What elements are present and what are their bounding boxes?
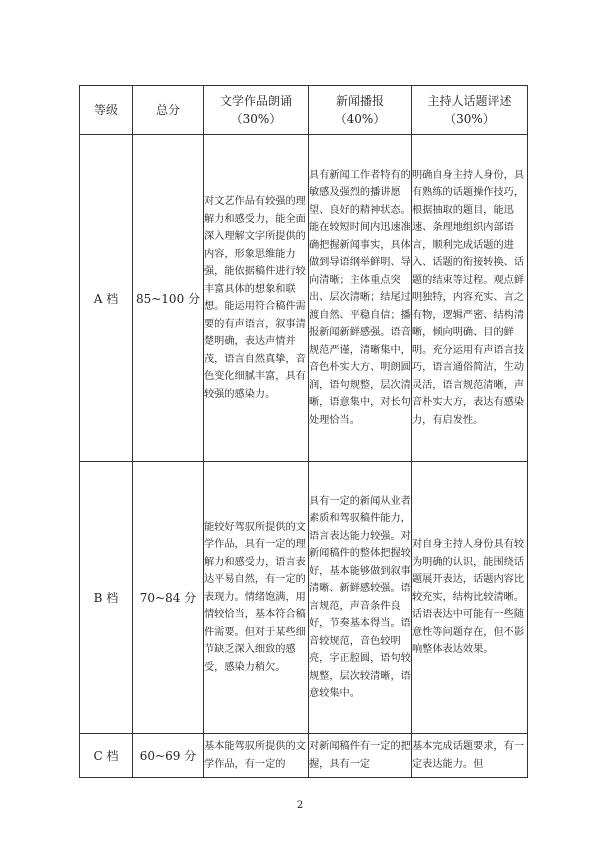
table-header-row <box>80 86 528 135</box>
score-range: 70~84 分 <box>133 462 204 734</box>
grade-label: A 档 <box>80 135 133 462</box>
literature-criteria: 能较好驾驭所提供的文学作品，具有一定的理解力和感受力，语言表达平易自然，有一定的表现力。情绪饱满，用情较恰当，基本符合稿件需要。但对于某些细节缺乏深入细致的感受，感染力稍欠。 <box>204 462 309 734</box>
grade-label: B 档 <box>80 462 133 734</box>
literature-criteria: 对文艺作品有较强的理解力和感受力，能全面深入理解文字所提供的内容，形象思维能力强，能依据稿件进行较丰富具体的想象和联想。能运用符合稿件需要的有声语言，叙事清楚明确，表达声情并茂，语言自然真挚，音色变化细腻丰富，具有较强的感染力。 <box>204 135 309 462</box>
header-news-broadcast <box>309 86 412 135</box>
table-row-a <box>80 135 528 462</box>
header-total-score <box>133 86 204 135</box>
header-weight: （40%） <box>334 112 386 126</box>
header-literature-recitation <box>204 86 309 135</box>
header-grade <box>80 86 133 135</box>
header-weight: （30%） <box>230 112 282 126</box>
news-criteria: 具有新闻工作者特有的敏感及强烈的播讲愿望、良好的精神状态。能在较短时间内迅速准确把握新闻事实，具体做到导语纲举鲜明、导向清晰；主体重点突出、层次清晰；结尾过渡自然、平稳自信；播报新闻新鲜感强。语音规范严谨，清晰集中，音色朴实大方、明朗圆润，语句规整，层次清晰，语意集中，对长句处理恰当。 <box>309 135 412 462</box>
header-weight: （30%） <box>444 112 495 126</box>
host-criteria: 基本完成话题要求，有一定表达能力。但 <box>412 734 528 778</box>
header-title: 新闻播报 <box>335 94 384 108</box>
header-title: 主持人话题评述 <box>427 94 512 108</box>
header-host-commentary <box>412 86 528 135</box>
table-row-b <box>80 462 528 734</box>
page-number: 2 <box>296 800 304 811</box>
header-title: 文学作品朗诵 <box>219 94 292 108</box>
score-range: 85~100 分 <box>133 135 204 462</box>
news-criteria: 具有一定的新闻从业者素质和驾驭稿件能力，语言表达能力较强。对新闻稿件的整体把握较好，基本能够做到叙事清晰、新鲜感较强。语言规范，声音条件良好，节奏基本得当。语音较规范，音色较明亮，字正腔圆，语句较规整，层次较清晰，语意较集中。 <box>309 462 412 734</box>
news-criteria: 对新闻稿件有一定的把握，具有一定 <box>309 734 412 778</box>
header-title: 总分 <box>155 103 180 117</box>
host-criteria: 对自身主持人身份具有较为明确的认识，能围绕话题展开表达，话题内容比较充实，结构比较清晰。话语表达中可能有一些随意性等问题存在，但不影响整体表达效果。 <box>412 462 528 734</box>
literature-criteria: 基本能驾驭所提供的文学作品，有一定的 <box>204 734 309 778</box>
header-title: 等级 <box>93 103 118 117</box>
score-range: 60~69 分 <box>133 734 204 778</box>
host-criteria: 明确自身主持人身份，具有熟练的话题操作技巧，根据抽取的题目，能迅速、条理地组织内部语言，顺利完成话题的进入、话题的衔接转换、话题的结束等过程。观点鲜明独特，内容充实、言之有物，逻辑严密、结构清晰，倾向明确、目的鲜明。充分运用有声语言技巧，语言通俗简洁，生动灵活，语言规范清晰，声音朴实大方，表达有感染力，有启发性。 <box>412 135 528 462</box>
grade-label: C 档 <box>80 734 133 778</box>
table-row-c <box>80 734 528 778</box>
grading-table <box>79 85 528 778</box>
